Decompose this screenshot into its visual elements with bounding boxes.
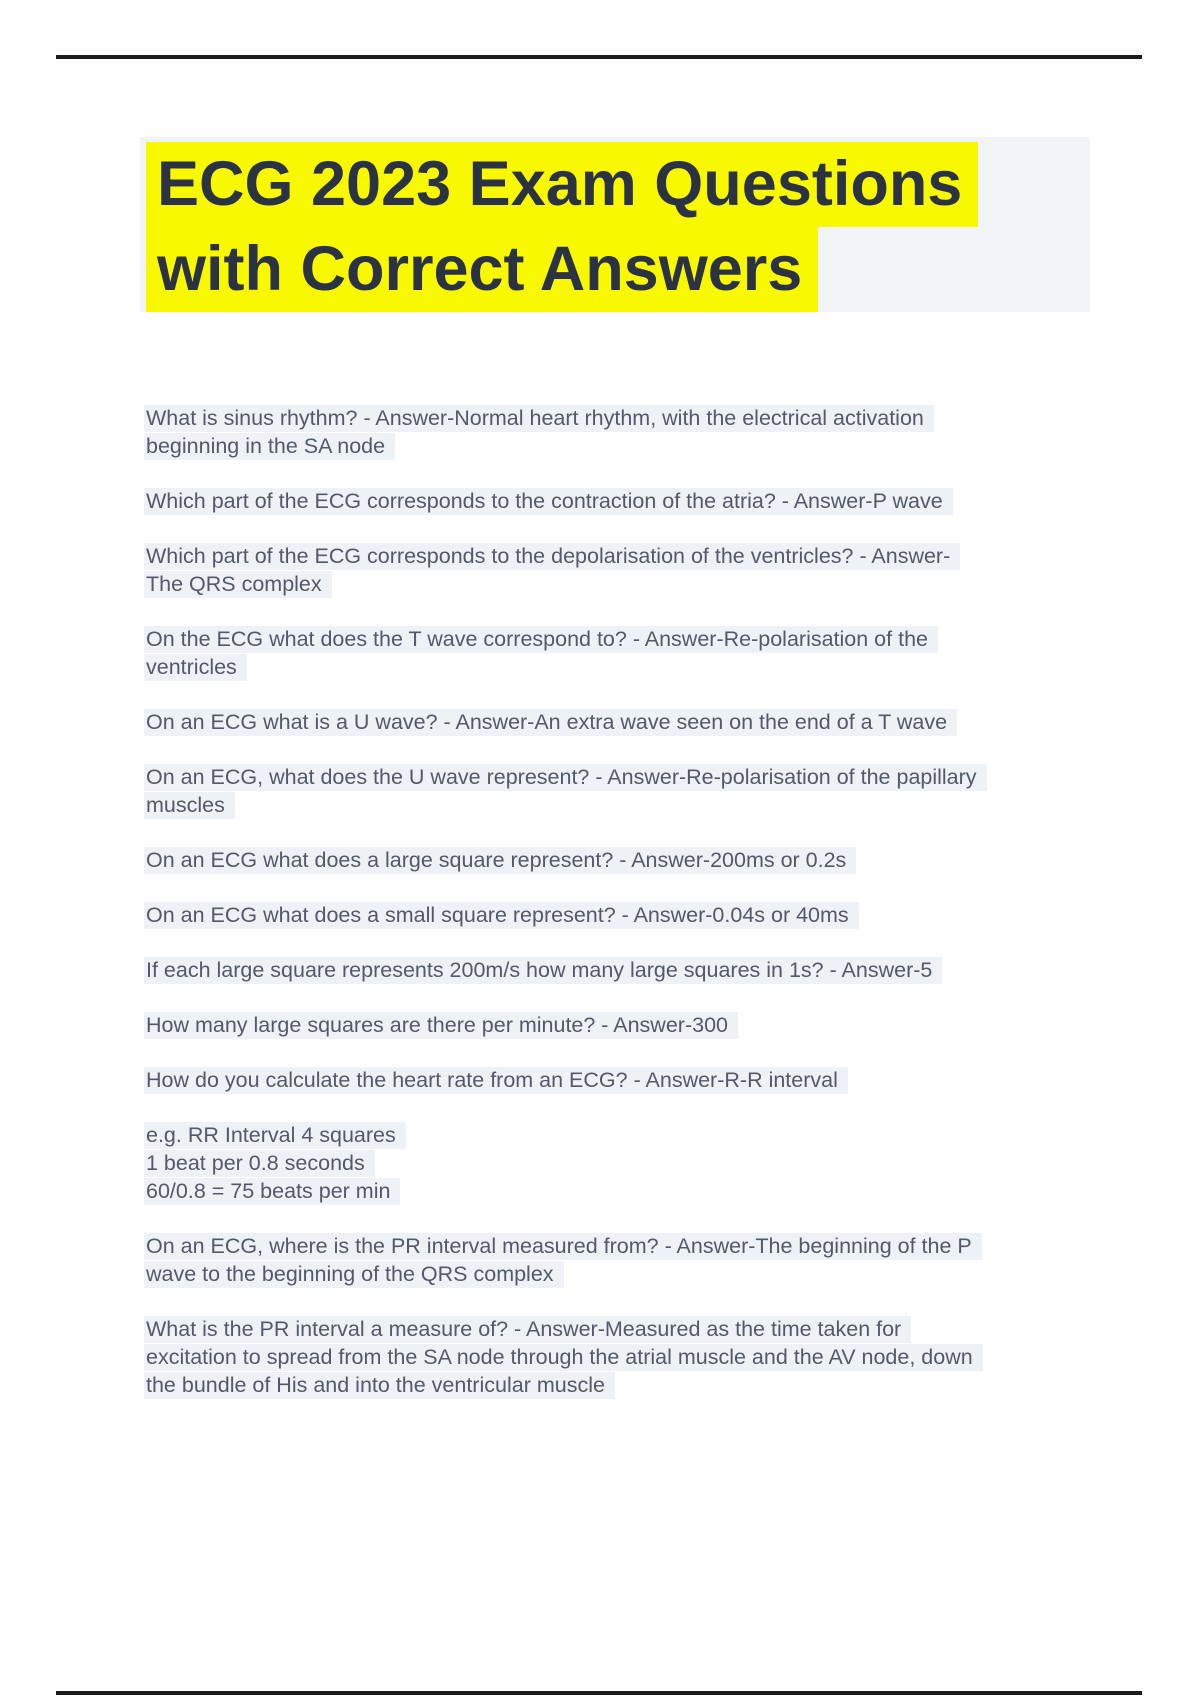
qa-line-text: If each large square represents 200m/s how many large squares in 1s? - Answer-5: [144, 957, 942, 984]
qa-line: [146, 791, 1146, 819]
qa-line-text: 60/0.8 = 75 beats per min: [144, 1178, 400, 1205]
qa-line: [146, 1371, 1146, 1399]
qa-paragraph: [146, 901, 1146, 929]
qa-line: [146, 846, 1146, 874]
qa-paragraph: [146, 763, 1146, 819]
qa-paragraph: [146, 625, 1146, 681]
qa-line: [146, 1232, 1146, 1260]
qa-paragraph: [146, 487, 1146, 515]
qa-line: [146, 1315, 1146, 1343]
qa-paragraph: [146, 708, 1146, 736]
qa-line-text: How many large squares are there per minute? - Answer-300: [144, 1012, 738, 1039]
qa-paragraph: [146, 956, 1146, 984]
qa-line: [146, 570, 1146, 598]
qa-line-text: wave to the beginning of the QRS complex: [144, 1261, 564, 1288]
qa-line: [146, 1177, 1146, 1205]
qa-line-text: Which part of the ECG corresponds to the depolarisation of the ventricles? - Answer-: [144, 543, 960, 570]
qa-line-text: On an ECG, what does the U wave represent? - Answer-Re-polarisation of the papillary: [144, 764, 987, 791]
page-title: [146, 142, 978, 312]
qa-paragraph: [146, 1315, 1146, 1399]
qa-line-text: On an ECG, where is the PR interval measured from? - Answer-The beginning of the P: [144, 1233, 982, 1260]
qa-paragraph: [146, 1232, 1146, 1288]
qa-paragraph: [146, 542, 1146, 598]
qa-line: [146, 487, 1146, 515]
qa-line: [146, 1260, 1146, 1288]
qa-line-text: On an ECG what does a small square represent? - Answer-0.04s or 40ms: [144, 902, 859, 929]
qa-line-text: The QRS complex: [144, 571, 332, 598]
qa-line: [146, 1121, 1146, 1149]
qa-line: [146, 432, 1146, 460]
top-rule: [56, 55, 1142, 59]
qa-line: [146, 708, 1146, 736]
qa-line-text: 1 beat per 0.8 seconds: [144, 1150, 375, 1177]
qa-line: [146, 763, 1146, 791]
qa-line: [146, 956, 1146, 984]
qa-line-text: How do you calculate the heart rate from an ECG? - Answer-R-R interval: [144, 1067, 848, 1094]
qa-list: [146, 404, 1146, 1426]
qa-line: [146, 1149, 1146, 1177]
qa-line: [146, 542, 1146, 570]
qa-line-text: On an ECG what does a large square represent? - Answer-200ms or 0.2s: [144, 847, 856, 874]
qa-line-text: On an ECG what is a U wave? - Answer-An extra wave seen on the end of a T wave: [144, 709, 957, 736]
qa-line-text: Which part of the ECG corresponds to the contraction of the atria? - Answer-P wave: [144, 488, 953, 515]
qa-line: [146, 901, 1146, 929]
qa-line: [146, 1066, 1146, 1094]
qa-line-text: What is sinus rhythm? - Answer-Normal heart rhythm, with the electrical activation: [144, 405, 934, 432]
qa-line: [146, 1343, 1146, 1371]
qa-line: [146, 625, 1146, 653]
qa-paragraph: [146, 1121, 1146, 1205]
qa-line-text: excitation to spread from the SA node through the atrial muscle and the AV node, down: [144, 1344, 983, 1371]
qa-line-text: e.g. RR Interval 4 squares: [144, 1122, 406, 1149]
qa-paragraph: [146, 1011, 1146, 1039]
qa-line: [146, 1011, 1146, 1039]
page-title-line-1: ECG 2023 Exam Questions: [146, 142, 978, 227]
qa-paragraph: [146, 846, 1146, 874]
bottom-rule: [56, 1691, 1142, 1695]
qa-line-text: beginning in the SA node: [144, 433, 395, 460]
qa-paragraph: [146, 1066, 1146, 1094]
qa-line-text: What is the PR interval a measure of? - Answer-Measured as the time taken for: [144, 1316, 911, 1343]
qa-line-text: muscles: [144, 792, 235, 819]
qa-line: [146, 404, 1146, 432]
qa-paragraph: [146, 404, 1146, 460]
qa-line-text: the bundle of His and into the ventricular muscle: [144, 1372, 615, 1399]
page-title-line-2: with Correct Answers: [146, 227, 818, 312]
qa-line: [146, 653, 1146, 681]
qa-line-text: ventricles: [144, 654, 247, 681]
qa-line-text: On the ECG what does the T wave correspond to? - Answer-Re-polarisation of the: [144, 626, 938, 653]
